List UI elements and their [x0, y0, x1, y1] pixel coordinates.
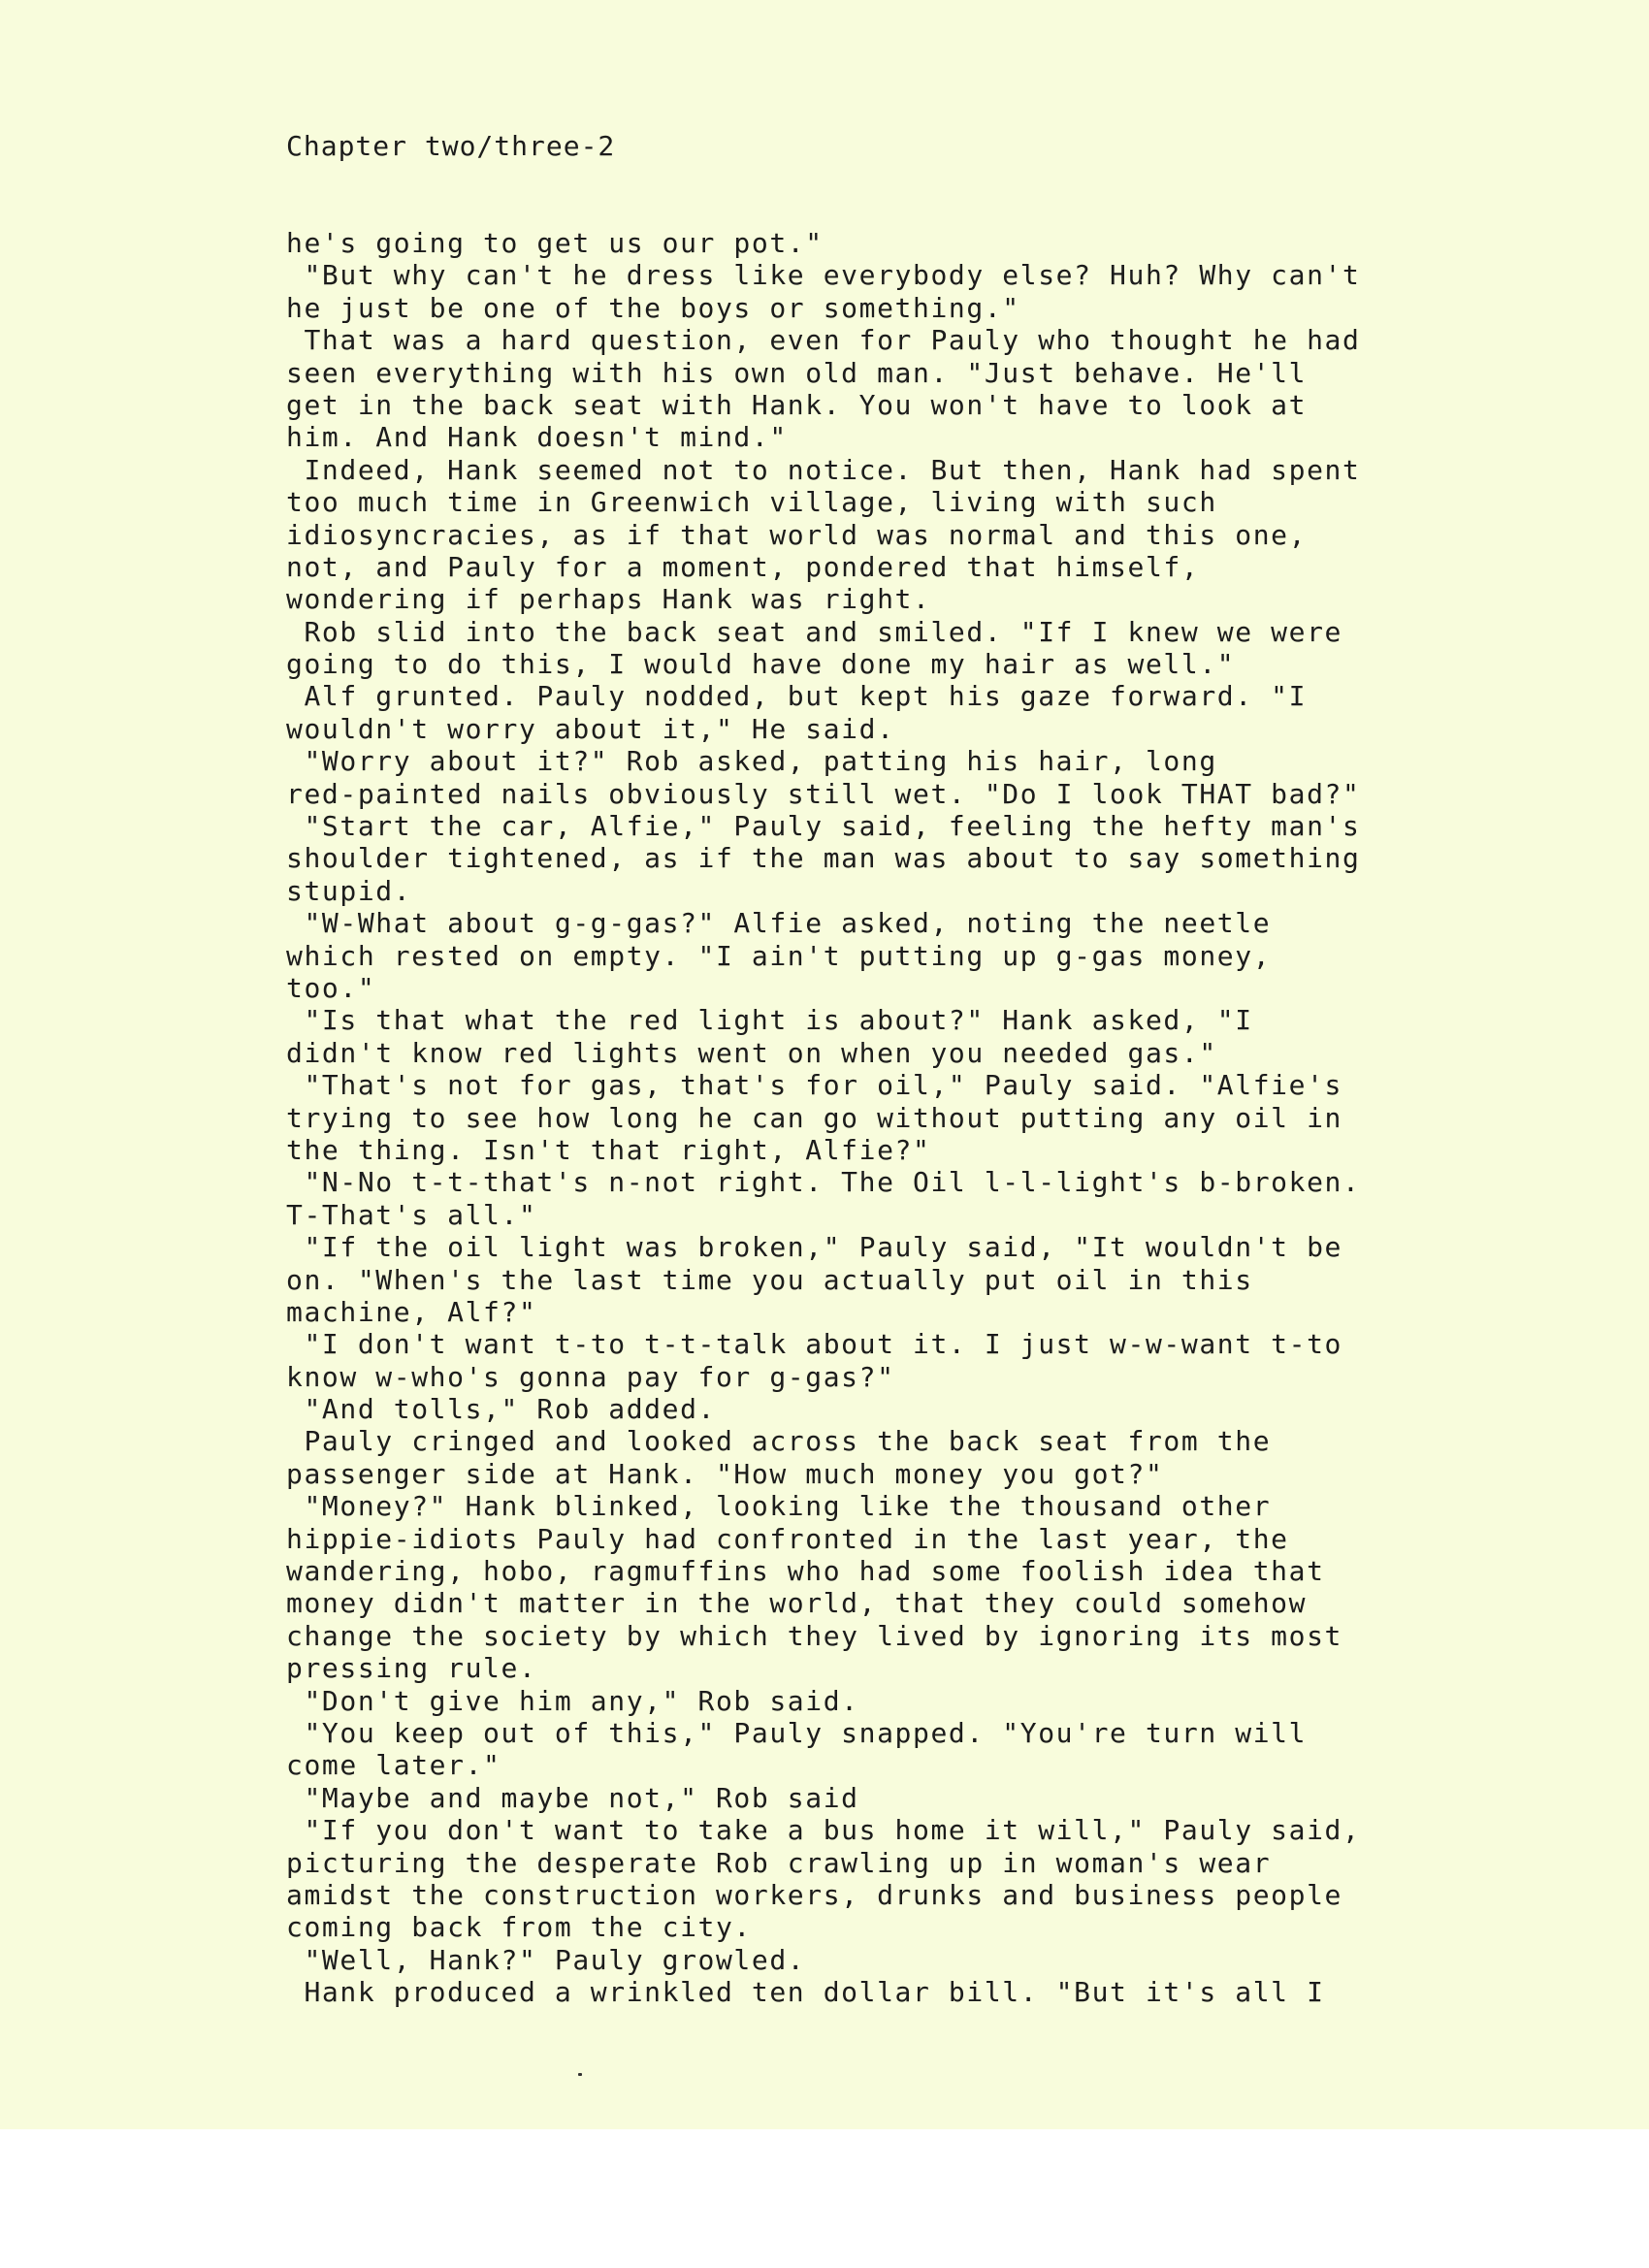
text-line: machine, Alf?" — [286, 1295, 537, 1328]
text-line: hippie-idiots Pauly had confronted in the last year, the — [286, 1522, 1289, 1555]
text-line: wandering, hobo, ragmuffins who had some foolish idea that — [286, 1555, 1325, 1588]
text-line: get in the back seat with Hank. You won't have to look at — [286, 388, 1308, 421]
text-line: come later." — [286, 1749, 501, 1782]
text-line: Pauly cringed and looked across the back seat from the — [286, 1425, 1272, 1458]
text-line: "Well, Hank?" Pauly growled. — [286, 1943, 806, 1976]
text-line: on. "When's the last time you actually put oil in this — [286, 1263, 1253, 1296]
text-line: "That's not for gas, that's for oil," Pauly said. "Alfie's — [286, 1069, 1342, 1102]
text-line: "W-What about g-g-gas?" Alfie asked, noting the neetle — [286, 907, 1272, 940]
page-header: Chapter two/three-2 — [286, 130, 616, 162]
text-line: stupid. — [286, 874, 412, 907]
text-line: going to do this, I would have done my hair as well." — [286, 648, 1236, 681]
text-line: too much time in Greenwich village, living with such — [286, 486, 1217, 519]
text-line: Rob slid into the back seat and smiled. "If I knew we were — [286, 615, 1342, 648]
text-line: change the society by which they lived by ignoring its most — [286, 1619, 1342, 1652]
stray-ink-mark — [578, 2073, 582, 2076]
text-line: he's going to get us our pot." — [286, 227, 824, 259]
text-line: "Maybe and maybe not," Rob said — [286, 1781, 859, 1814]
text-line: not, and Pauly for a moment, pondered that himself, — [286, 550, 1200, 583]
text-line: "N-No t-t-that's n-not right. The Oil l-l-light's b-broken. — [286, 1166, 1361, 1199]
text-line: him. And Hank doesn't mind." — [286, 421, 788, 454]
text-line: Indeed, Hank seemed not to notice. But then, Hank had spent — [286, 453, 1361, 486]
text-line: That was a hard question, even for Pauly who thought he had — [286, 324, 1361, 357]
text-line: Hank produced a wrinkled ten dollar bill. "But it's all I — [286, 1976, 1325, 2009]
text-line: trying to see how long he can go without putting any oil in — [286, 1101, 1342, 1134]
text-line: wouldn't worry about it," He said. — [286, 712, 895, 745]
text-line: passenger side at Hank. "How much money you got?" — [286, 1457, 1164, 1490]
text-line: amidst the construction workers, drunks and business people — [286, 1878, 1342, 1911]
text-line: know w-who's gonna pay for g-gas?" — [286, 1360, 895, 1393]
text-line: he just be one of the boys or something." — [286, 291, 1020, 324]
text-line: "But why can't he dress like everybody else? Huh? Why can't — [286, 259, 1361, 292]
text-line: "Don't give him any," Rob said. — [286, 1684, 859, 1717]
text-line: money didn't matter in the world, that they could somehow — [286, 1587, 1308, 1620]
text-line: "If you don't want to take a bus home it will," Pauly said, — [286, 1814, 1361, 1847]
text-line: T-That's all." — [286, 1198, 537, 1231]
text-line: "Money?" Hank blinked, looking like the thousand other — [286, 1490, 1272, 1523]
text-line: "And tolls," Rob added. — [286, 1393, 716, 1426]
text-line: "Is that what the red light is about?" Hank asked, "I — [286, 1004, 1253, 1037]
manuscript-body — [286, 227, 1508, 2008]
text-line: Alf grunted. Pauly nodded, but kept his gaze forward. "I — [286, 680, 1308, 713]
text-line: the thing. Isn't that right, Alfie?" — [286, 1133, 931, 1166]
text-line: picturing the desperate Rob crawling up in woman's wear — [286, 1846, 1272, 1879]
text-line: which rested on empty. "I ain't putting up g-gas money, — [286, 939, 1272, 972]
text-line: red-painted nails obviously still wet. "Do I look THAT bad?" — [286, 777, 1361, 810]
text-line: too." — [286, 971, 376, 1004]
text-line: didn't know red lights went on when you needed gas." — [286, 1036, 1217, 1069]
text-line: "If the oil light was broken," Pauly said, "It wouldn't be — [286, 1231, 1342, 1264]
text-line: "I don't want t-to t-t-talk about it. I just w-w-want t-to — [286, 1328, 1342, 1361]
text-line: shoulder tightened, as if the man was about to say something — [286, 842, 1361, 875]
text-line: "You keep out of this," Pauly snapped. "You're turn will — [286, 1716, 1308, 1749]
text-line: "Start the car, Alfie," Pauly said, feeling the hefty man's — [286, 810, 1361, 843]
text-line: idiosyncracies, as if that world was normal and this one, — [286, 518, 1308, 551]
text-line: seen everything with his own old man. "Just behave. He'll — [286, 356, 1308, 389]
text-line: wondering if perhaps Hank was right. — [286, 583, 931, 616]
text-line: pressing rule. — [286, 1652, 537, 1685]
text-line: coming back from the city. — [286, 1911, 752, 1944]
text-line: "Worry about it?" Rob asked, patting his hair, long — [286, 745, 1217, 778]
